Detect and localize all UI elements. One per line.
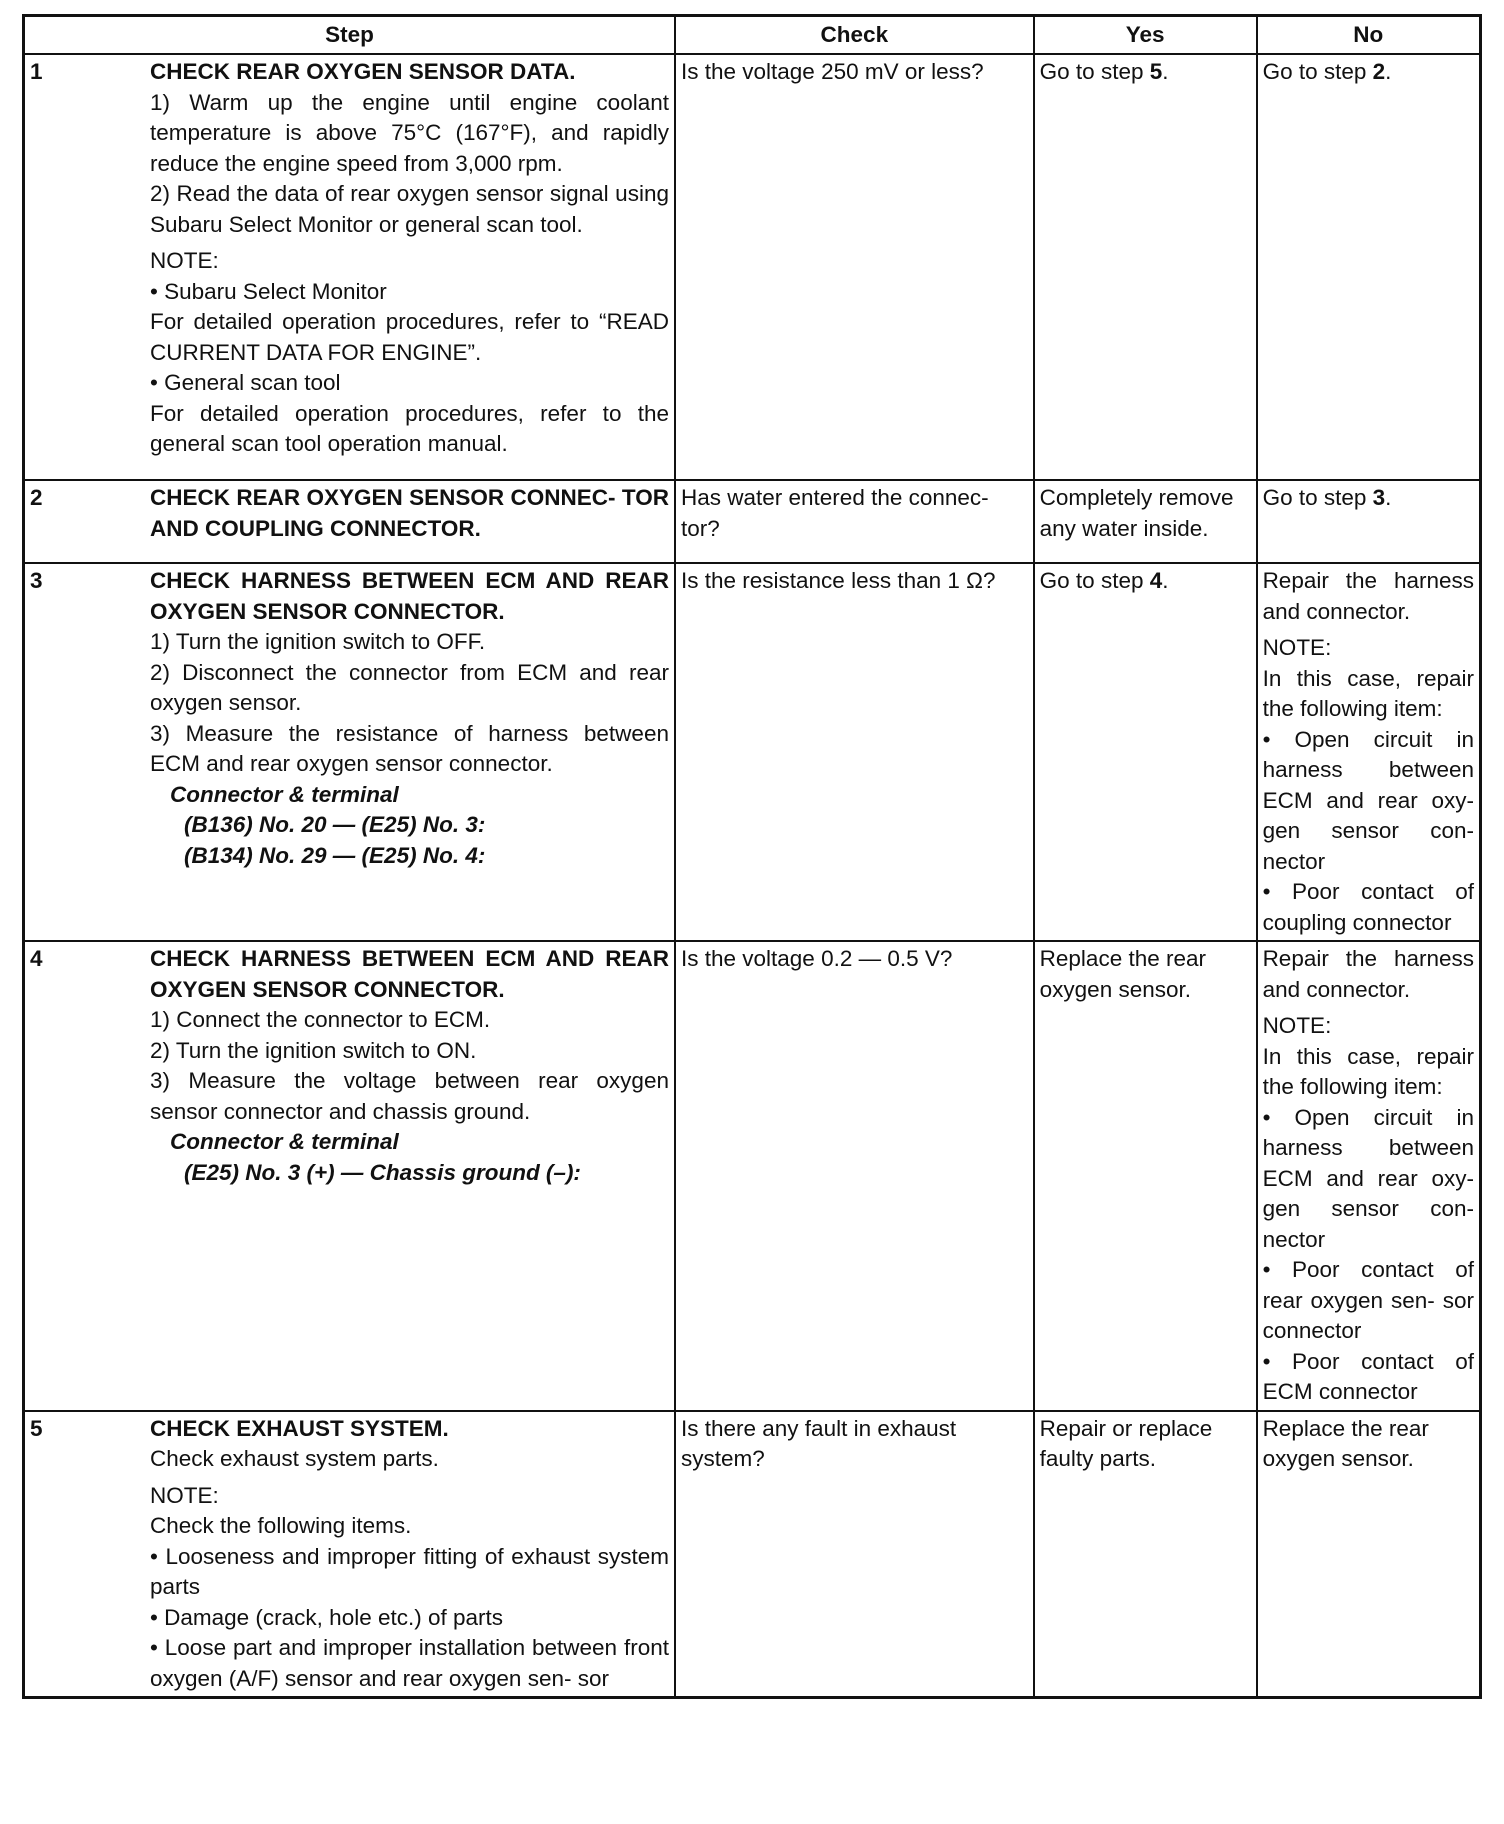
step-cell xyxy=(24,480,675,563)
yes-cell xyxy=(1034,941,1257,1411)
yes-cell-text: Go to step xyxy=(1039,568,1150,593)
step-instruction: • Looseness and improper fitting of exhaust system parts xyxy=(150,1543,669,1599)
step-instruction: 2) Read the data of rear oxygen sensor signal using Subaru Select Monitor or general scan tool. xyxy=(150,181,669,237)
step-title: CHECK HARNESS BETWEEN ECM AND REAR OXYGEN SENSOR CONNECTOR. xyxy=(150,946,669,1002)
step-cell xyxy=(24,1411,675,1698)
table-row xyxy=(24,480,1481,563)
yes-cell-punct: . xyxy=(1162,568,1169,593)
step-number: 4 xyxy=(30,946,43,971)
step-instruction: • Damage (crack, hole etc.) of parts xyxy=(150,1604,504,1630)
step-instruction: 3) Measure the voltage between rear oxygen sensor connector and chassis ground. xyxy=(150,1068,669,1124)
step-cell xyxy=(24,563,675,941)
table-row xyxy=(24,1411,1481,1698)
connector-terminal-spec: (E25) No. 3 (+) — Chassis ground (–): xyxy=(184,1159,581,1185)
no-cell-line: NOTE: xyxy=(1262,1013,1332,1038)
table-row xyxy=(24,941,1481,1411)
no-cell-line: • Open circuit in harness between ECM and rear oxy- gen sensor con- nector xyxy=(1262,726,1474,874)
step-title: CHECK REAR OXYGEN SENSOR DATA. xyxy=(150,59,576,84)
yes-cell xyxy=(1034,1411,1257,1698)
step-instruction: NOTE: xyxy=(150,1482,219,1508)
yes-cell-text: Repair or replace faulty parts. xyxy=(1039,1415,1213,1471)
no-cell xyxy=(1257,941,1481,1411)
no-cell xyxy=(1257,480,1481,563)
step-title: CHECK HARNESS BETWEEN ECM AND REAR OXYGEN SENSOR CONNECTOR. xyxy=(150,568,669,624)
connector-terminal-spec: (B134) No. 29 — (E25) No. 4: xyxy=(184,842,486,868)
no-cell-text: Go to step xyxy=(1262,485,1373,510)
step-number: 3 xyxy=(30,568,43,593)
step-reference: 4 xyxy=(1149,568,1163,593)
check-cell: Has water entered the connec- tor? xyxy=(675,480,1034,563)
step-instruction: Check the following items. xyxy=(150,1513,412,1538)
no-cell-line: • Poor contact of ECM connector xyxy=(1262,1348,1474,1404)
step-instruction: 1) Connect the connector to ECM. xyxy=(150,1007,491,1032)
step-cell xyxy=(24,941,675,1411)
table-row xyxy=(24,54,1481,480)
no-cell-line: NOTE: xyxy=(1262,635,1332,660)
step-instruction: 3) Measure the resistance of harness between ECM and rear oxygen sensor connector. xyxy=(150,720,669,776)
yes-cell xyxy=(1034,563,1257,941)
step-number: 5 xyxy=(30,1415,43,1441)
connector-terminal-spec: (B136) No. 20 — (E25) No. 3: xyxy=(184,812,486,837)
yes-cell-punct: . xyxy=(1162,59,1169,84)
check-cell: Is the voltage 0.2 — 0.5 V? xyxy=(675,941,1034,1411)
header-step: Step xyxy=(24,16,675,55)
step-reference: 5 xyxy=(1149,59,1163,84)
header-check: Check xyxy=(675,16,1034,55)
yes-cell xyxy=(1034,480,1257,563)
no-cell-punct: . xyxy=(1385,485,1392,510)
step-instruction: NOTE: xyxy=(150,248,219,273)
header-no: No xyxy=(1257,16,1481,55)
step-reference: 2 xyxy=(1372,59,1386,84)
no-cell-text: Replace the rear oxygen sensor. xyxy=(1262,1415,1429,1471)
connector-terminal-heading: Connector & terminal xyxy=(170,781,399,807)
step-instruction: 2) Disconnect the connector from ECM and rear oxygen sensor. xyxy=(150,659,669,715)
check-cell: Is the resistance less than 1 Ω? xyxy=(675,563,1034,941)
step-number: 2 xyxy=(30,485,43,510)
connector-terminal-heading: Connector & terminal xyxy=(170,1129,399,1154)
no-cell-punct: . xyxy=(1385,59,1392,84)
no-cell-line: In this case, repair the following item: xyxy=(1262,1043,1474,1099)
table-header-row xyxy=(24,16,1481,55)
header-yes: Yes xyxy=(1034,16,1257,55)
step-title: CHECK EXHAUST SYSTEM. xyxy=(150,1415,449,1441)
no-cell-line: Repair the harness and connector. xyxy=(1262,568,1474,624)
step-instruction: For detailed operation procedures, refer to “READ CURRENT DATA FOR ENGINE”. xyxy=(150,309,669,365)
step-instruction: 1) Warm up the engine until engine coolant temperature is above 75°C (167°F), and rapidly reduce the engine speed from 3,000 rpm. xyxy=(150,89,669,176)
step-instruction: 1) Turn the ignition switch to OFF. xyxy=(150,629,486,654)
yes-cell-text: Go to step xyxy=(1039,59,1150,84)
no-cell-text: Go to step xyxy=(1262,59,1373,84)
no-cell xyxy=(1257,563,1481,941)
step-title: CHECK REAR OXYGEN SENSOR CONNEC- TOR AND COUPLING CONNECTOR. xyxy=(150,485,669,541)
check-cell: Is there any fault in exhaust system? xyxy=(675,1411,1034,1698)
step-instruction: • General scan tool xyxy=(150,370,341,395)
diagnostic-procedure-table xyxy=(22,14,1482,1699)
no-cell-line: In this case, repair the following item: xyxy=(1262,665,1474,721)
step-instruction: • Loose part and improper installation between front oxygen (A/F) sensor and rear oxygen sen- sor xyxy=(150,1635,669,1691)
table-row xyxy=(24,563,1481,941)
no-cell-line: • Poor contact of coupling connector xyxy=(1262,879,1474,935)
table-body xyxy=(24,54,1481,1698)
step-instruction: For detailed operation procedures, refer to the general scan tool operation manual. xyxy=(150,400,669,456)
yes-cell xyxy=(1034,54,1257,480)
yes-cell-text: Replace the rear oxygen sensor. xyxy=(1039,946,1207,1002)
no-cell xyxy=(1257,54,1481,480)
step-number: 1 xyxy=(30,59,43,84)
step-instruction: • Subaru Select Monitor xyxy=(150,278,387,304)
no-cell-line: • Open circuit in harness between ECM and rear oxy- gen sensor con- nector xyxy=(1262,1104,1474,1252)
no-cell-line: • Poor contact of rear oxygen sen- sor connector xyxy=(1262,1257,1474,1343)
yes-cell-text: Completely remove any water inside. xyxy=(1039,485,1234,541)
no-cell-line: Repair the harness and connector. xyxy=(1262,946,1474,1002)
step-instruction: 2) Turn the ignition switch to ON. xyxy=(150,1037,477,1063)
no-cell xyxy=(1257,1411,1481,1698)
step-cell xyxy=(24,54,675,480)
check-cell: Is the voltage 250 mV or less? xyxy=(675,54,1034,480)
step-instruction: Check exhaust system parts. xyxy=(150,1446,439,1471)
step-reference: 3 xyxy=(1372,485,1386,510)
